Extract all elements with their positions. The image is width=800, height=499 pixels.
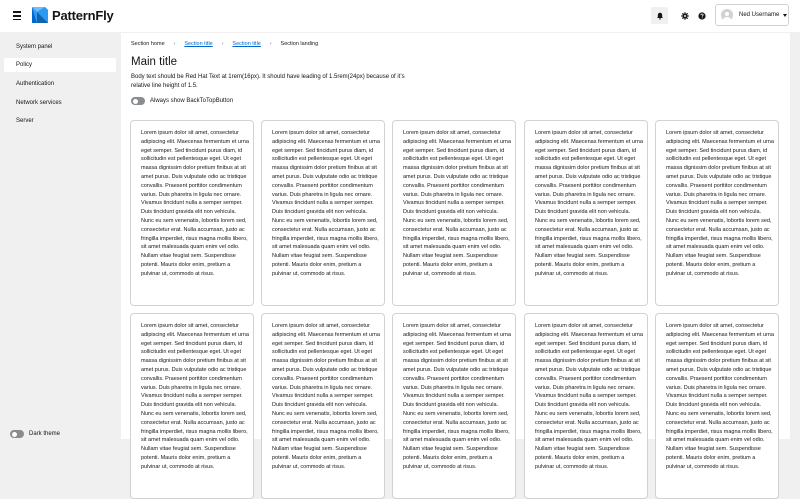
backtotop-label: Always show BackToTopButton bbox=[150, 98, 234, 104]
card-body: Lorem ipsum dolor sit amet, consectetur adipiscing elit. Maecenas fermentum et urna eget semper. Sed tincidunt purus diam, id sollicitudin est pellentesque eget. Ut eget massa dignissim dolor pretium finibus at sit amet purus. Duis vulputate odio ac tristique convallis. Praesent porttitor condimentum varius. Duis pharetra in ligula nec ornare. Vivamus tincidunt nulla a semper semper. Duis tincidunt gravida elit non vehicula. Nunc eu sem venenatis, lobortis lorem sed, consectetur erat. Nulla accumsan, justo ac fringilla imperdiet, risus magna mollis libero, sit amet malesuada quam enim vel odio. Nullam vitae feugiat sem. Suspendisse potenti. Mauris dolor enim, pretium a pulvinar ut, commodo at risus. bbox=[141, 323, 249, 470]
help-icon bbox=[698, 12, 706, 20]
card-body: Lorem ipsum dolor sit amet, consectetur adipiscing elit. Maecenas fermentum et urna eget semper. Sed tincidunt purus diam, id sollicitudin est pellentesque eget. Ut eget massa dignissim dolor pretium finibus at sit amet purus. Duis vulputate odio ac tristique convallis. Praesent porttitor condimentum varius. Duis pharetra in ligula nec ornare. Vivamus tincidunt nulla a semper semper. Duis tincidunt gravida elit non vehicula. Nunc eu sem venenatis, lobortis lorem sed, consectetur erat. Nulla accumsan, justo ac fringilla imperdiet, risus magna mollis libero, sit amet malesuada quam enim vel odio. Nullam vitae feugiat sem. Suspendisse potenti. Mauris dolor enim, pretium a pulvinar ut, commodo at risus. bbox=[272, 130, 380, 277]
help-button[interactable] bbox=[695, 9, 709, 23]
user-dropdown[interactable] bbox=[715, 4, 789, 26]
sidebar-item-system-panel[interactable]: System panel bbox=[16, 44, 53, 50]
dark-theme-label: Dark theme bbox=[29, 431, 61, 437]
main-content bbox=[121, 33, 790, 470]
sidebar-item-server[interactable]: Server bbox=[16, 118, 34, 124]
chevron-right-icon: › bbox=[173, 41, 176, 47]
page-description: Body text should be Red Hat Text at 1rem(16px). It should have leading of 1.5rem(24px) because of it’s relative line height of 1.5. bbox=[131, 74, 405, 89]
card bbox=[392, 313, 516, 499]
brand[interactable] bbox=[31, 6, 114, 24]
bell-icon bbox=[656, 12, 664, 20]
card bbox=[261, 313, 385, 499]
backtotop-switch[interactable] bbox=[131, 97, 145, 105]
user-name: Ned Username bbox=[739, 12, 780, 18]
backtotop-toggle[interactable] bbox=[131, 97, 233, 105]
card bbox=[261, 120, 385, 306]
breadcrumb-link[interactable]: Section title bbox=[232, 41, 261, 47]
sidebar-item-authentication[interactable]: Authentication bbox=[16, 81, 55, 87]
card bbox=[655, 120, 779, 306]
chevron-right-icon: › bbox=[221, 41, 224, 47]
card bbox=[392, 120, 516, 306]
sidebar-item-policy[interactable]: Policy bbox=[4, 58, 116, 72]
breadcrumb bbox=[131, 41, 318, 47]
avatar bbox=[721, 9, 733, 21]
card bbox=[130, 120, 254, 306]
sidebar bbox=[0, 32, 120, 450]
card-body: Lorem ipsum dolor sit amet, consectetur adipiscing elit. Maecenas fermentum et urna eget semper. Sed tincidunt purus diam, id sollicitudin est pellentesque eget. Ut eget massa dignissim dolor pretium finibus at sit amet purus. Duis vulputate odio ac tristique convallis. Praesent porttitor condimentum varius. Duis pharetra in ligula nec ornare. Vivamus tincidunt nulla a semper semper. Duis tincidunt gravida elit non vehicula. Nunc eu sem venenatis, lobortis lorem sed, consectetur erat. Nulla accumsan, justo ac fringilla imperdiet, risus magna mollis libero, sit amet malesuada quam enim vel odio. Nullam vitae feugiat sem. Suspendisse potenti. Mauris dolor enim, pretium a pulvinar ut, commodo at risus. bbox=[666, 130, 774, 277]
card-body: Lorem ipsum dolor sit amet, consectetur adipiscing elit. Maecenas fermentum et urna eget semper. Sed tincidunt purus diam, id sollicitudin est pellentesque eget. Ut eget massa dignissim dolor pretium finibus at sit amet purus. Duis vulputate odio ac tristique convallis. Praesent porttitor condimentum varius. Duis pharetra in ligula nec ornare. Vivamus tincidunt nulla a semper semper. Duis tincidunt gravida elit non vehicula. Nunc eu sem venenatis, lobortis lorem sed, consectetur erat. Nulla accumsan, justo ac fringilla imperdiet, risus magna mollis libero, sit amet malesuada quam enim vel odio. Nullam vitae feugiat sem. Suspendisse potenti. Mauris dolor enim, pretium a pulvinar ut, commodo at risus. bbox=[403, 130, 511, 277]
dark-theme-toggle[interactable] bbox=[10, 430, 60, 438]
card-body: Lorem ipsum dolor sit amet, consectetur adipiscing elit. Maecenas fermentum et urna eget semper. Sed tincidunt purus diam, id sollicitudin est pellentesque eget. Ut eget massa dignissim dolor pretium finibus at sit amet purus. Duis vulputate odio ac tristique convallis. Praesent porttitor condimentum varius. Duis pharetra in ligula nec ornare. Vivamus tincidunt nulla a semper semper. Duis tincidunt gravida elit non vehicula. Nunc eu sem venenatis, lobortis lorem sed, consectetur erat. Nulla accumsan, justo ac fringilla imperdiet, risus magna mollis libero, sit amet malesuada quam enim vel odio. Nullam vitae feugiat sem. Suspendisse potenti. Mauris dolor enim, pretium a pulvinar ut, commodo at risus. bbox=[535, 323, 643, 470]
card-body: Lorem ipsum dolor sit amet, consectetur adipiscing elit. Maecenas fermentum et urna eget semper. Sed tincidunt purus diam, id sollicitudin est pellentesque eget. Ut eget massa dignissim dolor pretium finibus at sit amet purus. Duis vulputate odio ac tristique convallis. Praesent porttitor condimentum varius. Duis pharetra in ligula nec ornare. Vivamus tincidunt nulla a semper semper. Duis tincidunt gravida elit non vehicula. Nunc eu sem venenatis, lobortis lorem sed, consectetur erat. Nulla accumsan, justo ac fringilla imperdiet, risus magna mollis libero, sit amet malesuada quam enim vel odio. Nullam vitae feugiat sem. Suspendisse potenti. Mauris dolor enim, pretium a pulvinar ut, commodo at risus. bbox=[141, 130, 249, 277]
chevron-down-icon bbox=[783, 14, 787, 17]
breadcrumb-item-current: Section landing bbox=[280, 41, 319, 47]
page-title: Main title bbox=[131, 56, 178, 68]
card bbox=[524, 120, 648, 306]
chevron-right-icon: › bbox=[269, 41, 272, 47]
card-body: Lorem ipsum dolor sit amet, consectetur adipiscing elit. Maecenas fermentum et urna eget semper. Sed tincidunt purus diam, id sollicitudin est pellentesque eget. Ut eget massa dignissim dolor pretium finibus at sit amet purus. Duis vulputate odio ac tristique convallis. Praesent porttitor condimentum varius. Duis pharetra in ligula nec ornare. Vivamus tincidunt nulla a semper semper. Duis tincidunt gravida elit non vehicula. Nunc eu sem venenatis, lobortis lorem sed, consectetur erat. Nulla accumsan, justo ac fringilla imperdiet, risus magna mollis libero, sit amet malesuada quam enim vel odio. Nullam vitae feugiat sem. Suspendisse potenti. Mauris dolor enim, pretium a pulvinar ut, commodo at risus. bbox=[403, 323, 511, 470]
settings-button[interactable] bbox=[678, 9, 692, 23]
dark-theme-switch[interactable] bbox=[10, 430, 24, 438]
breadcrumb-item-home: Section home bbox=[131, 41, 165, 47]
card-body: Lorem ipsum dolor sit amet, consectetur adipiscing elit. Maecenas fermentum et urna eget semper. Sed tincidunt purus diam, id sollicitudin est pellentesque eget. Ut eget massa dignissim dolor pretium finibus at sit amet purus. Duis vulputate odio ac tristique convallis. Praesent porttitor condimentum varius. Duis pharetra in ligula nec ornare. Vivamus tincidunt nulla a semper semper. Duis tincidunt gravida elit non vehicula. Nunc eu sem venenatis, lobortis lorem sed, consectetur erat. Nulla accumsan, justo ac fringilla imperdiet, risus magna mollis libero, sit amet malesuada quam enim vel odio. Nullam vitae feugiat sem. Suspendisse potenti. Mauris dolor enim, pretium a pulvinar ut, commodo at risus. bbox=[666, 323, 774, 470]
sidebar-item-network-services[interactable]: Network services bbox=[16, 100, 62, 106]
gear-icon bbox=[681, 12, 689, 20]
card bbox=[524, 313, 648, 499]
card-body: Lorem ipsum dolor sit amet, consectetur adipiscing elit. Maecenas fermentum et urna eget semper. Sed tincidunt purus diam, id sollicitudin est pellentesque eget. Ut eget massa dignissim dolor pretium finibus at sit amet purus. Duis vulputate odio ac tristique convallis. Praesent porttitor condimentum varius. Duis pharetra in ligula nec ornare. Vivamus tincidunt nulla a semper semper. Duis tincidunt gravida elit non vehicula. Nunc eu sem venenatis, lobortis lorem sed, consectetur erat. Nulla accumsan, justo ac fringilla imperdiet, risus magna mollis libero, sit amet malesuada quam enim vel odio. Nullam vitae feugiat sem. Suspendisse potenti. Mauris dolor enim, pretium a pulvinar ut, commodo at risus. bbox=[272, 323, 380, 470]
menu-icon[interactable] bbox=[10, 9, 24, 23]
card bbox=[130, 313, 254, 499]
masthead bbox=[0, 0, 800, 32]
card-body: Lorem ipsum dolor sit amet, consectetur adipiscing elit. Maecenas fermentum et urna eget semper. Sed tincidunt purus diam, id sollicitudin est pellentesque eget. Ut eget massa dignissim dolor pretium finibus at sit amet purus. Duis vulputate odio ac tristique convallis. Praesent porttitor condimentum varius. Duis pharetra in ligula nec ornare. Vivamus tincidunt nulla a semper semper. Duis tincidunt gravida elit non vehicula. Nunc eu sem venenatis, lobortis lorem sed, consectetur erat. Nulla accumsan, justo ac fringilla imperdiet, risus magna mollis libero, sit amet malesuada quam enim vel odio. Nullam vitae feugiat sem. Suspendisse potenti. Mauris dolor enim, pretium a pulvinar ut, commodo at risus. bbox=[535, 130, 643, 277]
patternfly-logo-icon bbox=[31, 6, 49, 24]
card bbox=[655, 313, 779, 499]
breadcrumb-link[interactable]: Section title bbox=[184, 41, 213, 47]
notification-button[interactable] bbox=[651, 7, 668, 24]
brand-name: PatternFly bbox=[52, 7, 114, 23]
